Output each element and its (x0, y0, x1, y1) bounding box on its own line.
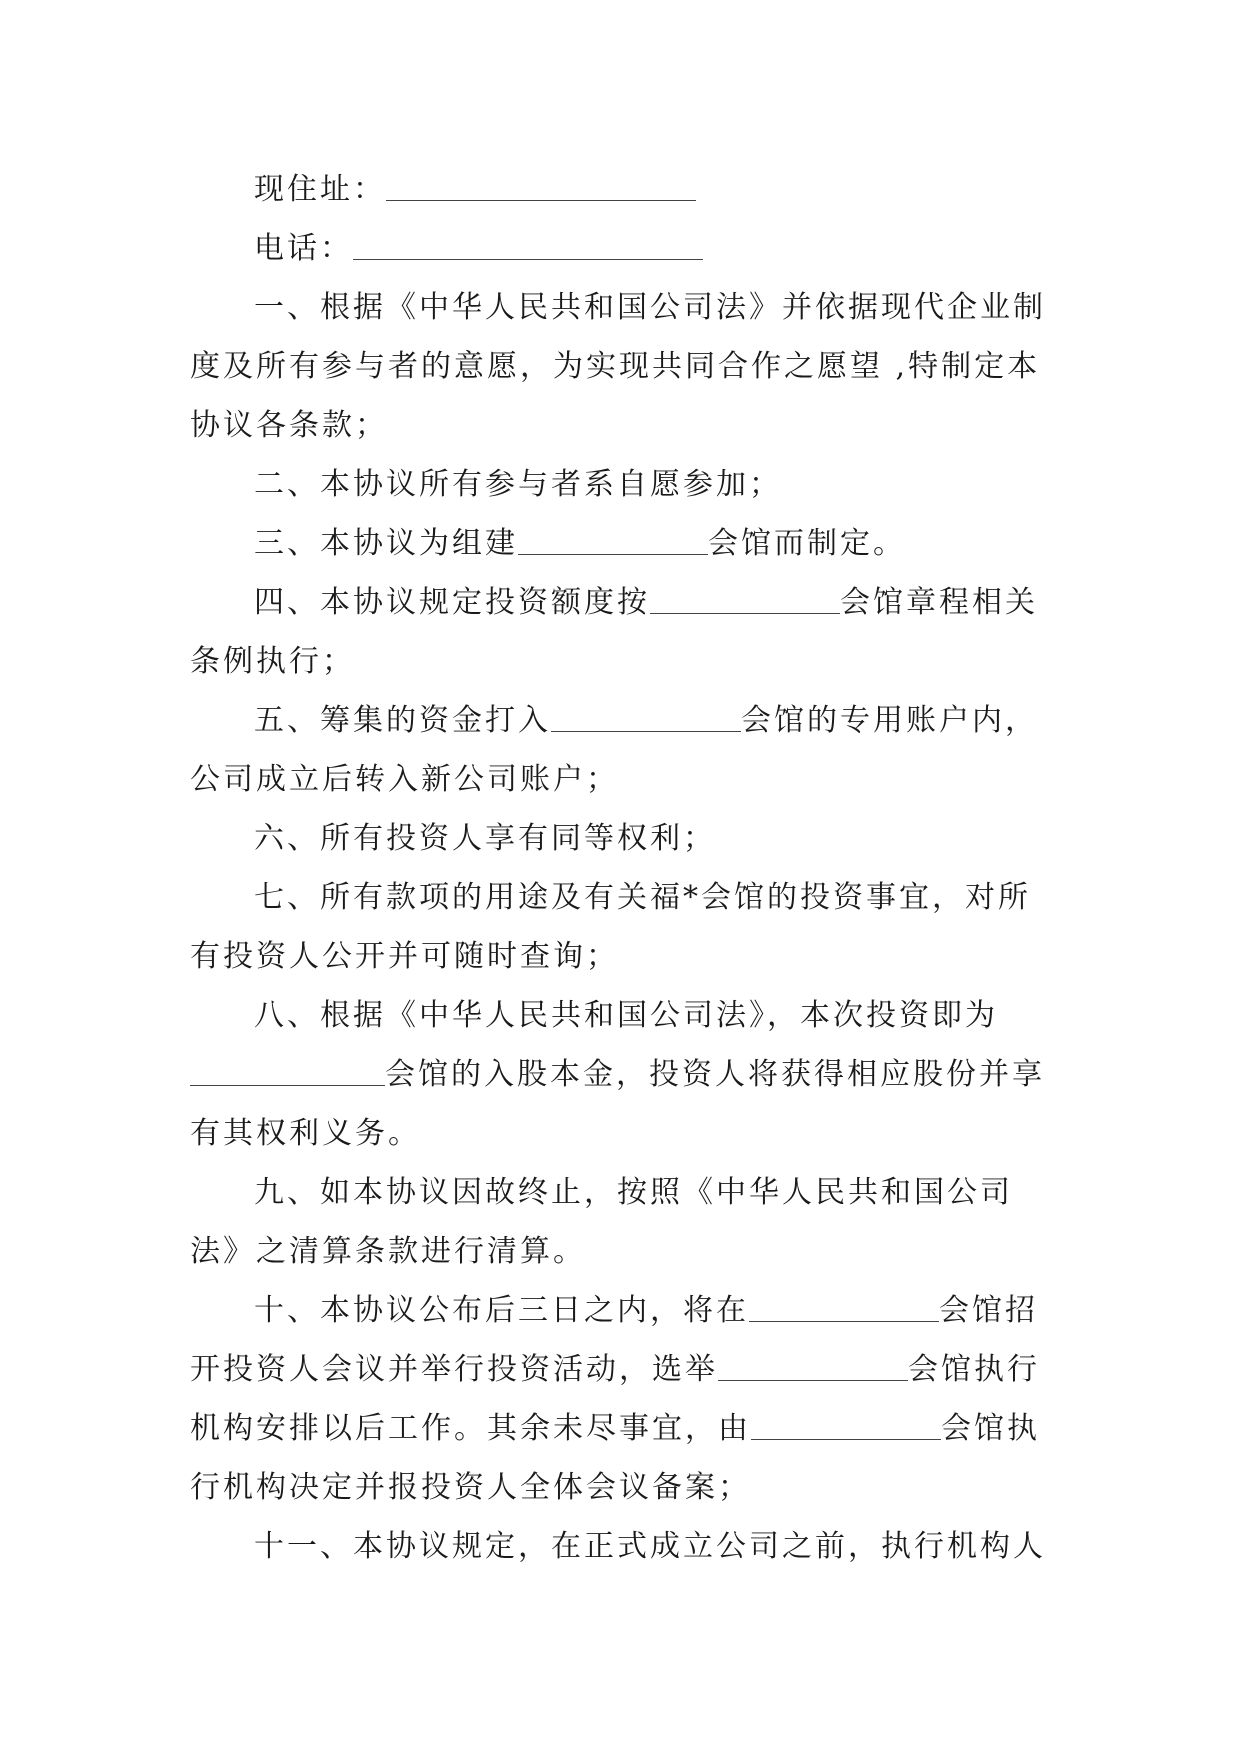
clause-4 (190, 573, 1050, 691)
document-body (190, 160, 1050, 1576)
address-blank (386, 170, 696, 201)
clause-8 (190, 986, 1050, 1163)
clause-8-text-b: 会馆的入股本金，投资人将获得相应股份并享有其权利义务。 (190, 1057, 1045, 1151)
clause-8-blank (190, 1055, 385, 1086)
clause-10-text-d: 会馆执行机构决定并报投资人全体会议备案； (190, 1411, 1040, 1505)
clause-7: 七、所有款项的用途及有关福*会馆的投资事宜，对所有投资人公开并可随时查询； (190, 880, 1031, 974)
clause-11: 十一、本协议规定，在正式成立公司之前，执行机构人 (254, 1529, 1046, 1564)
clause-10-text-a: 十、本协议公布后三日之内，将在 (254, 1293, 749, 1328)
clause-2: 二、本协议所有参与者系自愿参加； (254, 467, 782, 502)
clause-1: 一、根据《中华人民共和国公司法》并依据现代企业制度及所有参与者的意愿，为实现共同合作之愿望 ,特制定本协议各条款； (190, 290, 1046, 443)
clause-10-text-c: 会馆执行机构安排以后工作。其余未尽事宜，由 (190, 1352, 1040, 1446)
address-label: 现住址： (254, 172, 386, 207)
clause-3-text-a: 三、本协议为组建 (254, 526, 518, 561)
clause-9: 九、如本协议因故终止，按照《中华人民共和国公司法》之清算条款进行清算。 (190, 1175, 1013, 1269)
clause-10-text-b: 会馆招开投资人会议并举行投资活动，选举 (190, 1293, 1038, 1387)
clause-5 (190, 691, 1050, 809)
address-line (190, 160, 1050, 219)
clause-5-text-a: 五、筹集的资金打入 (254, 703, 551, 738)
clause-5-blank (551, 701, 741, 732)
phone-blank (353, 229, 703, 260)
clause-3-blank (518, 524, 708, 555)
clause-4-text-b: 会馆章程相关条例执行； (190, 585, 1038, 679)
clause-8-text-a: 八、根据《中华人民共和国公司法》，本次投资即为 (254, 998, 998, 1033)
clause-10-blank-2 (718, 1350, 908, 1381)
clause-10-blank-1 (749, 1291, 939, 1322)
clause-6: 六、所有投资人享有同等权利； (254, 821, 716, 856)
phone-label: 电话： (254, 231, 353, 266)
clause-4-text-a: 四、本协议规定投资额度按 (254, 585, 650, 620)
clause-10 (190, 1281, 1050, 1517)
phone-line (190, 219, 1050, 278)
clause-10-blank-3 (751, 1409, 941, 1440)
clause-5-text-b: 会馆的专用账户内，公司成立后转入新公司账户； (190, 703, 1038, 797)
clause-3-text-b: 会馆而制定。 (708, 526, 906, 561)
clause-3 (190, 514, 1050, 573)
clause-4-blank (650, 583, 840, 614)
